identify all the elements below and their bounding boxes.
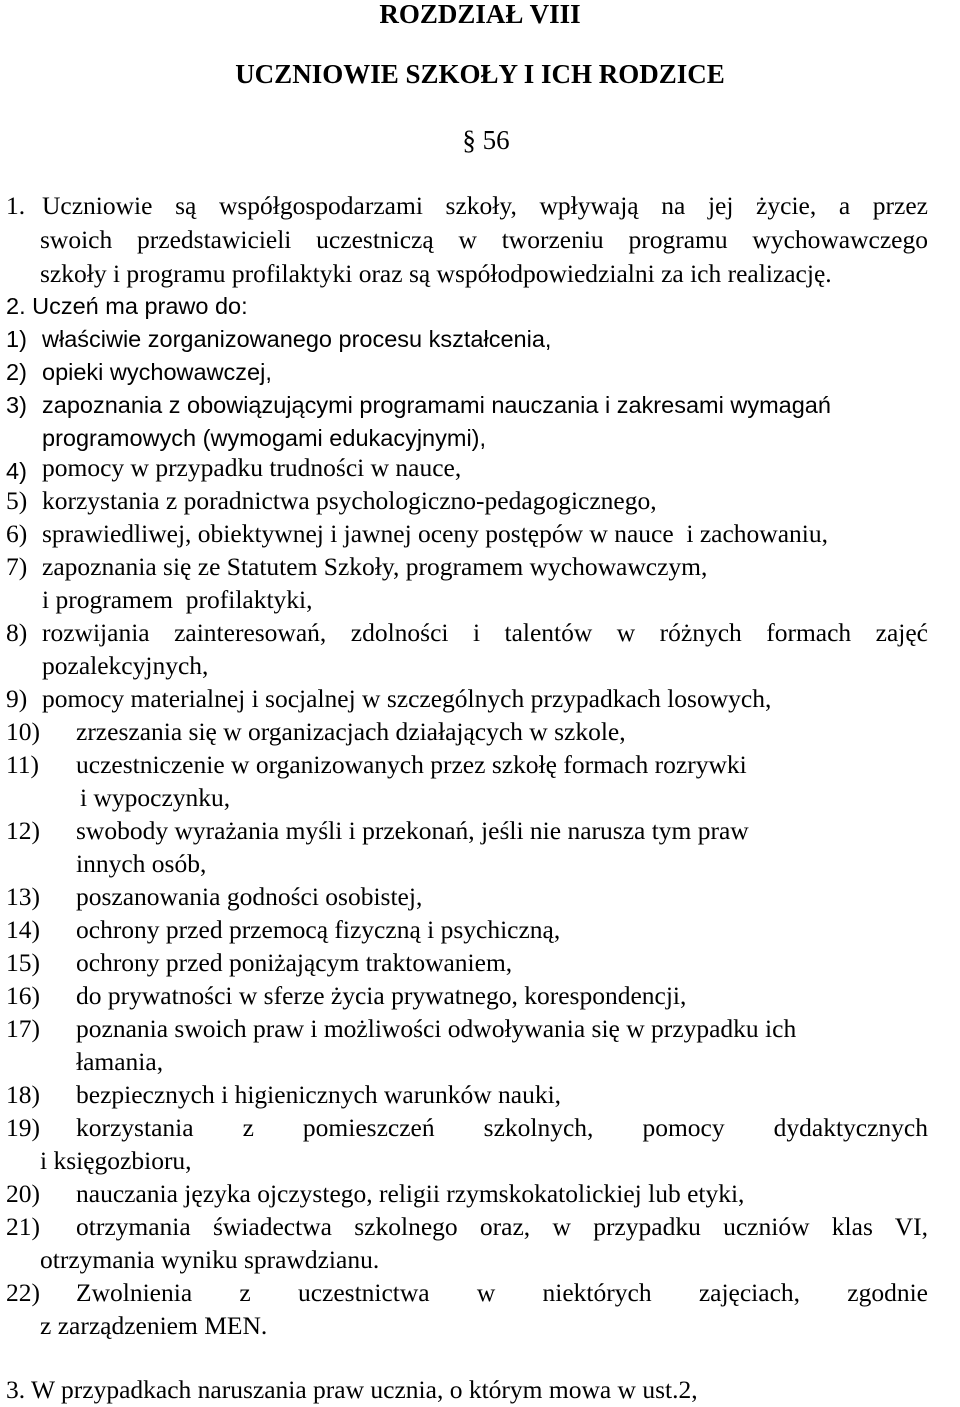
- section-number: § 56: [462, 125, 510, 155]
- list-item-label: 3): [6, 392, 27, 418]
- list-item-label: 9): [6, 684, 28, 713]
- list-item-text: poszanowania godności osobistej,: [76, 882, 423, 911]
- list-item-text: i programem profilaktyki,: [42, 585, 313, 614]
- list-item-text: pozalekcyjnych,: [42, 651, 209, 680]
- list-item-label: 16): [6, 981, 40, 1010]
- paragraph-1-number: 1.: [6, 191, 26, 220]
- list-item-label: 6): [6, 519, 28, 548]
- list-item-label: 5): [6, 486, 28, 515]
- list-item-text: ochrony przed poniżającym traktowaniem,: [76, 948, 513, 977]
- list-item-text: zapoznania z obowiązującymi programami nauczania i zakresami wymagań: [42, 392, 831, 418]
- list-item-text: Zwolnienia z uczestnictwa w niektórych zajęciach, zgodnie: [76, 1278, 928, 1307]
- list-item-label: 14): [6, 915, 40, 944]
- list-item-text: innych osób,: [76, 849, 207, 878]
- list-item-label: 12): [6, 816, 40, 845]
- list-item-text: łamania,: [76, 1047, 164, 1076]
- list-item-text: swobody wyrażania myśli i przekonań, jeśli nie narusza tym praw: [76, 816, 749, 845]
- list-item-label: 2): [6, 359, 27, 385]
- list-item-text: rozwijania zainteresowań, zdolności i talentów w różnych formach zajęć: [42, 618, 928, 647]
- list-item-label: 10): [6, 717, 40, 746]
- list-item-text: korzystania z poradnictwa psychologiczno-pedagogicznego,: [42, 486, 657, 515]
- list-item-text: zapoznania się ze Statutem Szkoły, programem wychowawczym,: [42, 552, 708, 581]
- list-item-label: 4): [6, 458, 27, 484]
- list-item-text: bezpiecznych i higienicznych warunków nauki,: [76, 1080, 562, 1109]
- list-item-text: ochrony przed przemocą fizyczną i psychiczną,: [76, 915, 561, 944]
- list-item-text: pomocy w przypadku trudności w nauce,: [42, 453, 462, 482]
- list-item-label: 22): [6, 1278, 40, 1307]
- paragraph-2-intro: 2. Uczeń ma prawo do:: [6, 293, 248, 319]
- list-item-label: 13): [6, 882, 40, 911]
- list-item-label: 15): [6, 948, 40, 977]
- list-item-text: zrzeszania się w organizacjach działających w szkole,: [76, 717, 626, 746]
- list-item-text: uczestniczenie w organizowanych przez szkołę formach rozrywki: [76, 750, 747, 779]
- list-item-label: 11): [6, 750, 40, 779]
- list-item-text: i księgozbioru,: [40, 1146, 192, 1175]
- list-item-text: otrzymania wyniku sprawdzianu.: [40, 1245, 380, 1274]
- list-item-text: do prywatności w sferze życia prywatnego, korespondencji,: [76, 981, 687, 1010]
- paragraph-3-text: 3. W przypadkach naruszania praw ucznia, o którym mowa w ust.2,: [6, 1375, 698, 1404]
- list-item-label: 19): [6, 1113, 40, 1142]
- list-item-text: poznania swoich praw i możliwości odwoływania się w przypadku ich: [76, 1014, 797, 1043]
- list-item-label: 18): [6, 1080, 40, 1109]
- list-item-text: korzystania z pomieszczeń szkolnych, pomocy dydaktycznych: [76, 1113, 928, 1142]
- list-item-label: 7): [6, 552, 28, 581]
- list-item-text: i wypoczynku,: [80, 783, 231, 812]
- chapter-title: ROZDZIAŁ VIII: [379, 0, 581, 29]
- list-item-label: 21): [6, 1212, 40, 1241]
- list-item-text: otrzymania świadectwa szkolnego oraz, w przypadku uczniów klas VI,: [76, 1212, 928, 1241]
- list-item-text: właściwie zorganizowanego procesu kształcenia,: [42, 326, 552, 352]
- list-item-label: 17): [6, 1014, 40, 1043]
- list-item-label: 8): [6, 618, 28, 647]
- paragraph-1-line: Uczniowie są współgospodarzami szkoły, wpływają na jej życie, a przez: [42, 191, 928, 220]
- list-item-text: opieki wychowawczej,: [42, 359, 272, 385]
- list-item-text: pomocy materialnej i socjalnej w szczególnych przypadkach losowych,: [42, 684, 772, 713]
- list-item-label: 1): [6, 326, 27, 352]
- list-item-text: nauczania języka ojczystego, religii rzymskokatolickiej lub etyki,: [76, 1179, 745, 1208]
- list-item-text: z zarządzeniem MEN.: [40, 1311, 268, 1340]
- paragraph-1-line: szkoły i programu profilaktyki oraz są współodpowiedzialni za ich realizację.: [40, 259, 832, 288]
- list-item-label: 20): [6, 1179, 40, 1208]
- list-item-text: sprawiedliwej, obiektywnej i jawnej oceny postępów w nauce i zachowaniu,: [42, 519, 829, 548]
- paragraph-1-line: swoich przedstawicieli uczestniczą w tworzeniu programu wychowawczego: [40, 225, 928, 254]
- chapter-subtitle: UCZNIOWIE SZKOŁY I ICH RODZICE: [235, 59, 725, 89]
- list-item-text: programowych (wymogami edukacyjnymi),: [42, 425, 487, 451]
